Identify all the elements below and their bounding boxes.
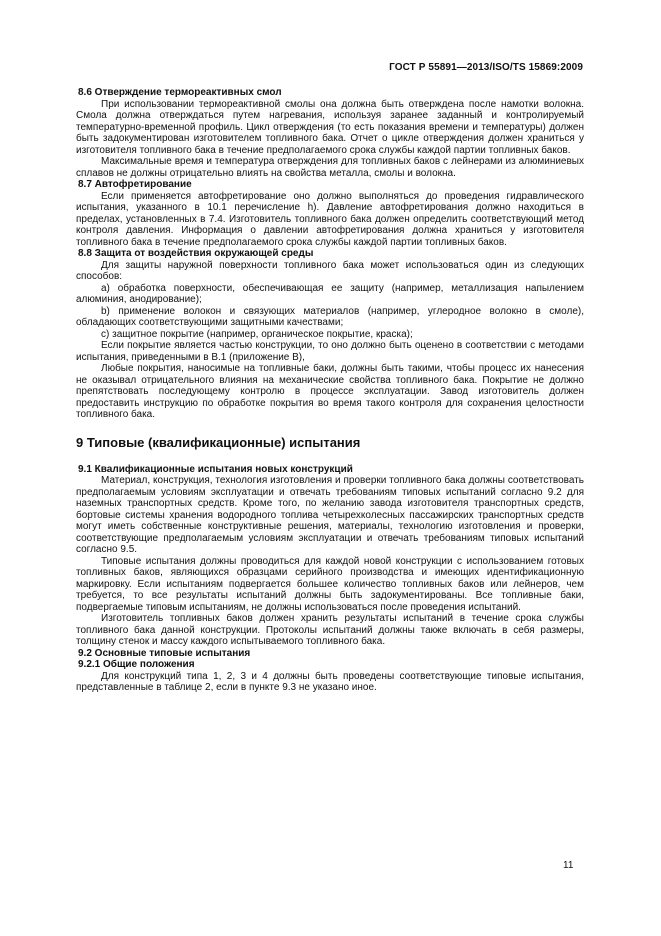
paragraph: Любые покрытия, наносимые на топливные баки, должны быть такими, чтобы процесс их нанесения не оказывал отрицательного влияния на механические свойства топливного бака. Покрытие не должно препятствовать последующему контролю в процессе эксплуатации. Завод изготовитель должен предоставить инструкцию по обработке покрытия во время такого контроля для сохранения целостности топливного бака. xyxy=(76,363,584,420)
document-header: ГОСТ Р 55891—2013/ISO/TS 15869:2009 xyxy=(389,62,583,73)
subsection-heading: 9.1 Квалификационные испытания новых конструкций xyxy=(78,463,353,475)
paragraph: b) применение волокон и связующих материалов (например, углеродное волокно в смоле), обладающих соответствующими защитными качествами; xyxy=(76,305,584,328)
paragraph: Типовые испытания должны проводиться для каждой новой конструкции с использованием готовых топливных баков, являющихся образцами серийного производства и имеющих идентификационную маркировку. Если испытаниям подвергается большее количество топливных баков или лейнеров, чем требуется, то все результаты испытаний должны быть задокументированы. Все топливные баки, подвергаемые типовым испытаниям, не должны использоваться после проведения испытаний. xyxy=(76,555,584,613)
paragraph: Максимальные время и температура отверждения для топливных баков с лейнерами из алюминиевых сплавов не должны отрицательно влиять на свойства металла, смолы и волокна. xyxy=(76,156,584,179)
subsection-heading: 9.2 Основные типовые испытания xyxy=(78,647,251,659)
subsection-heading: 8.6 Отверждение термореактивных смол xyxy=(78,87,282,98)
paragraph: При использовании термореактивной смолы она должна быть отверждена после намотки волокна. Смола должна отверждаться путем нагревания, используя заранее заданный и контролируемый температурно-временной профиль. Цикл отверждения (то есть показания времени и температуры) должен быть задокументирован изготовителем топливного бака. Отчет о цикле отверждения должен храниться у изготовителя топливного бака в течение предполагаемого срока службы каждой партии топливных баков. xyxy=(76,98,584,156)
paragraph: Если применяется автофретирование оно должно выполняться до проведения гидравлического испытания, указанного в 10.1 перечисление h). Давление автофретирования должно находиться в пределах, установленных в 7.4. Изготовитель топливного бака должен определить соответствующий метод контроля давления. Информация о давлении автофретирования должна храниться у изготовителя топливного бака в течение предполагаемого срока службы каждой партии топливных баков. xyxy=(76,190,584,248)
document-body xyxy=(76,87,584,694)
paragraph: Если покрытие является частью конструкции, то оно должно быть оценено в соответствии с методами испытания, приведенными в В.1 (приложение В), xyxy=(76,340,584,363)
subsection-heading: 8.8 Защита от воздействия окружающей среды xyxy=(78,248,314,259)
section-heading: 9 Типовые (квалификационные) испытания xyxy=(76,434,361,450)
paragraph: Для конструкций типа 1, 2, 3 и 4 должны быть проведены соответствующие типовые испытания, представленные в таблице 2, если в пункте 9.3 не указано иное. xyxy=(76,670,584,693)
paragraph: Материал, конструкция, технология изготовления и проверки топливного бака должны соответствовать предполагаемым условиям эксплуатации и отвечать требованиям типовых испытаний согласно 9.2 для наземных транспортных средств. Кроме того, по желанию завода изготовителя транспортных средств, бортовые системы хранения водородного топлива четырехколесных пассажирских транспортных средств могут иметь собственные конструктивные решения, материалы, технологию изготовления и проверки, соответствующие предполагаемым условиям эксплуатации и отвечать требованиям типовых испытаний согласно 9.5. xyxy=(76,475,584,555)
paragraph: Для защиты наружной поверхности топливного бака может использоваться один из следующих способов: xyxy=(76,259,584,282)
subsection-heading: 8.7 Автофретирование xyxy=(78,179,192,190)
paragraph: c) защитное покрытие (например, органическое покрытие, краска); xyxy=(101,328,413,340)
paragraph: Изготовитель топливных баков должен хранить результаты испытаний в течение срока службы топливного бака данной конструкции. Протоколы испытаний должны также включать в себя размеры, толщину стенок и массу каждого испытываемого топливного бака. xyxy=(76,613,584,647)
paragraph: а) обработка поверхности, обеспечивающая ее защиту (например, металлизация напылением алюминия, анодирование); xyxy=(76,282,584,305)
page-number: 11 xyxy=(563,860,574,871)
subsection-heading: 9.2.1 Общие положения xyxy=(78,659,195,670)
